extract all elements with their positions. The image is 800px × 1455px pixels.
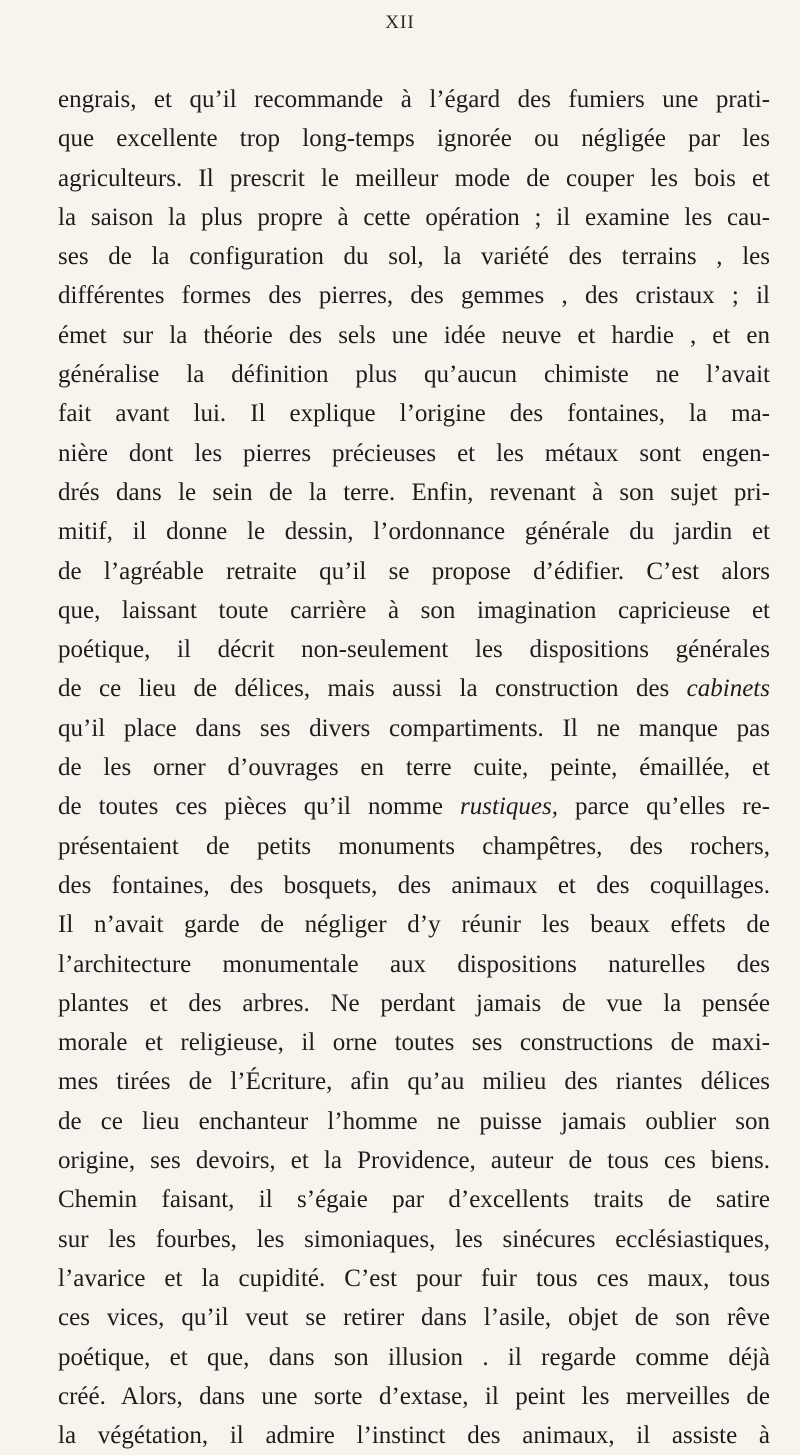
text-line: poétique, il décrit non-seulement les dispositions générales	[58, 636, 770, 664]
text-line: morale et religieuse, il orne toutes ses constructions de maxi-	[58, 1029, 770, 1057]
text-line: mes tirées de l’Écriture, afin qu’au milieu des riantes délices	[58, 1068, 770, 1096]
italic-term: rustiques,	[460, 793, 558, 821]
text-line: émet sur la théorie des sels une idée neuve et hardie , et en	[58, 321, 770, 349]
text-line: différentes formes des pierres, des gemmes , des cristaux ; il	[58, 282, 770, 310]
text-line: l’avarice et la cupidité. C’est pour fuir tous ces maux, tous	[58, 1264, 770, 1292]
text-line: qu’il place dans ses divers compartiments. Il ne manque pas	[58, 714, 770, 742]
text-line: de l’agréable retraite qu’il se propose d’édifier. C’est alors	[58, 557, 770, 585]
text-line: engrais, et qu’il recommande à l’égard des fumiers une prati-	[58, 86, 770, 113]
text-line: de ce lieu enchanteur l’homme ne puisse jamais oublier son	[58, 1107, 770, 1135]
text-run: de toutes ces pièces qu’il nomme	[58, 793, 461, 821]
page-number: XII	[385, 12, 415, 33]
text-line	[58, 669, 770, 708]
text-line	[58, 787, 770, 826]
text-line: la végétation, il admire l’instinct des animaux, il assiste à	[58, 1422, 770, 1450]
text-line: de les orner d’ouvrages en terre cuite, peinte, émaillée, et	[58, 754, 770, 782]
text-line: nière dont les pierres précieuses et les métaux sont engen-	[58, 439, 770, 467]
text-line: des fontaines, des bosquets, des animaux et des coquillages.	[58, 871, 770, 899]
text-line: créé. Alors, dans une sorte d’extase, il peint les merveilles de	[58, 1382, 770, 1410]
body-text	[58, 80, 770, 1455]
text-run: parce qu’elles re-	[557, 793, 771, 821]
text-line: ses de la configuration du sol, la variété des terrains , les	[58, 243, 770, 271]
text-line: que excellente trop long-temps ignorée ou négligée par les	[58, 125, 770, 153]
text-line: Chemin faisant, il s’égaie par d’excellents traits de satire	[58, 1186, 770, 1214]
text-line: ces vices, qu’il veut se retirer dans l’asile, objet de son rêve	[58, 1304, 770, 1332]
text-line: origine, ses devoirs, et la Providence, auteur de tous ces biens.	[58, 1147, 770, 1175]
text-line: agriculteurs. Il prescrit le meilleur mode de couper les bois et	[58, 164, 770, 192]
text-line: généralise la définition plus qu’aucun chimiste ne l’avait	[58, 361, 770, 389]
text-run: de ce lieu de délices, mais aussi la construction des	[58, 675, 687, 703]
text-line: présentaient de petits monuments champêtres, des rochers,	[58, 832, 770, 860]
text-line: Il n’avait garde de négliger d’y réunir les beaux effets de	[58, 911, 770, 939]
italic-term: cabinets	[686, 675, 770, 703]
text-line: que, laissant toute carrière à son imagination capricieuse et	[58, 596, 770, 624]
text-line: mitif, il donne le dessin, l’ordonnance générale du jardin et	[58, 518, 770, 546]
text-line: la saison la plus propre à cette opération ; il examine les cau-	[58, 203, 770, 231]
text-line: l’architecture monumentale aux dispositions naturelles des	[58, 950, 770, 978]
text-line: sur les fourbes, les simoniaques, les sinécures ecclésiastiques,	[58, 1225, 770, 1253]
text-line: poétique, et que, dans son illusion . il regarde comme déjà	[58, 1343, 770, 1371]
text-line: plantes et des arbres. Ne perdant jamais de vue la pensée	[58, 989, 770, 1017]
text-line: fait avant lui. Il explique l’origine des fontaines, la ma-	[58, 400, 770, 428]
text-line: drés dans le sein de la terre. Enfin, revenant à son sujet pri-	[58, 478, 770, 506]
